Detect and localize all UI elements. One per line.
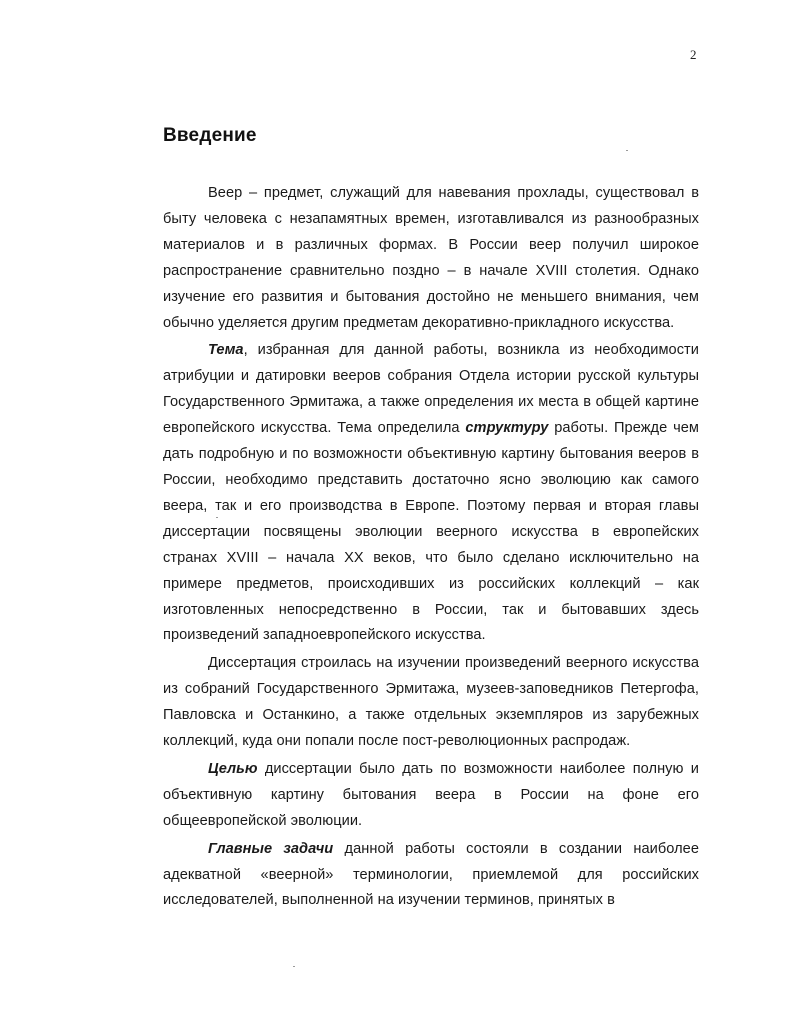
paragraph-intro	[163, 181, 699, 336]
paragraph-text: Диссертация строилась на изучении произведений веерного искусства из собраний Государственного Эрмитажа, музеев-заповедников Петергофа, Павловска и Останкино, а также отдельных экземпляров из зарубежных коллекций, куда они попали после пост-революционных распродаж.	[163, 655, 699, 750]
emphasis-term: Главные задачи	[208, 840, 334, 857]
paragraph-sources	[163, 651, 699, 755]
paragraph-tasks	[163, 837, 699, 915]
paragraph-goal	[163, 757, 699, 835]
scan-speck	[293, 966, 295, 967]
scan-speck	[216, 517, 218, 518]
paragraph-text: данной работы состояли в создании наиболее адекватной «веерной» терминологии, приемлемой для российских исследователей, выполненной на изучении терминов, принятых в	[163, 840, 699, 909]
scan-speck	[626, 150, 628, 151]
page-number: 2	[690, 47, 697, 62]
paragraph-text: диссертации было дать по возможности наиболее полную и объективную картину бытования веера в России на фоне его общеевропейской эволюции.	[163, 760, 699, 829]
paragraph-theme	[163, 338, 699, 649]
emphasis-term: Целью	[208, 760, 258, 777]
paragraph-text: , избранная для данной работы, возникла из необходимости атрибуции и датировки вееров собрания Отдела истории русской культуры Государственного Эрмитажа, а также определения их места в общей картине европейского искусства. Тема определила	[163, 342, 699, 437]
body-text	[163, 181, 699, 914]
paragraph-text: работы. Прежде чем дать подробную и по возможности объективную картину бытования вееров в России, необходимо представить достаточно ясно эволюцию как самого веера, так и его производства в Европе. Поэтому первая и вторая главы диссертации посвящены эволюции веерного искусства в европейских странах XVIII – начала XX веков, что было сделано исключительно на примере предметов, происходивших из российских коллекций – как изготовленных непосредственно в России, так и бытовавших здесь произведений западноевропейского искусства.	[163, 420, 699, 644]
paragraph-text: Веер – предмет, служащий для навевания прохлады, существовал в быту человека с незапамятных времен, изготавливался из разнообразных материалов и в различных формах. В России веер получил широкое распространение сравнительно поздно – в начале XVIII столетия. Однако изучение его развития и бытования достойно не меньшего внимания, чем обычно уделяется другим предметам декоративно-прикладного искусства.	[163, 185, 699, 331]
section-heading: Введение	[163, 125, 257, 146]
emphasis-term: Тема	[208, 342, 244, 359]
emphasis-term: структуру	[465, 420, 549, 437]
